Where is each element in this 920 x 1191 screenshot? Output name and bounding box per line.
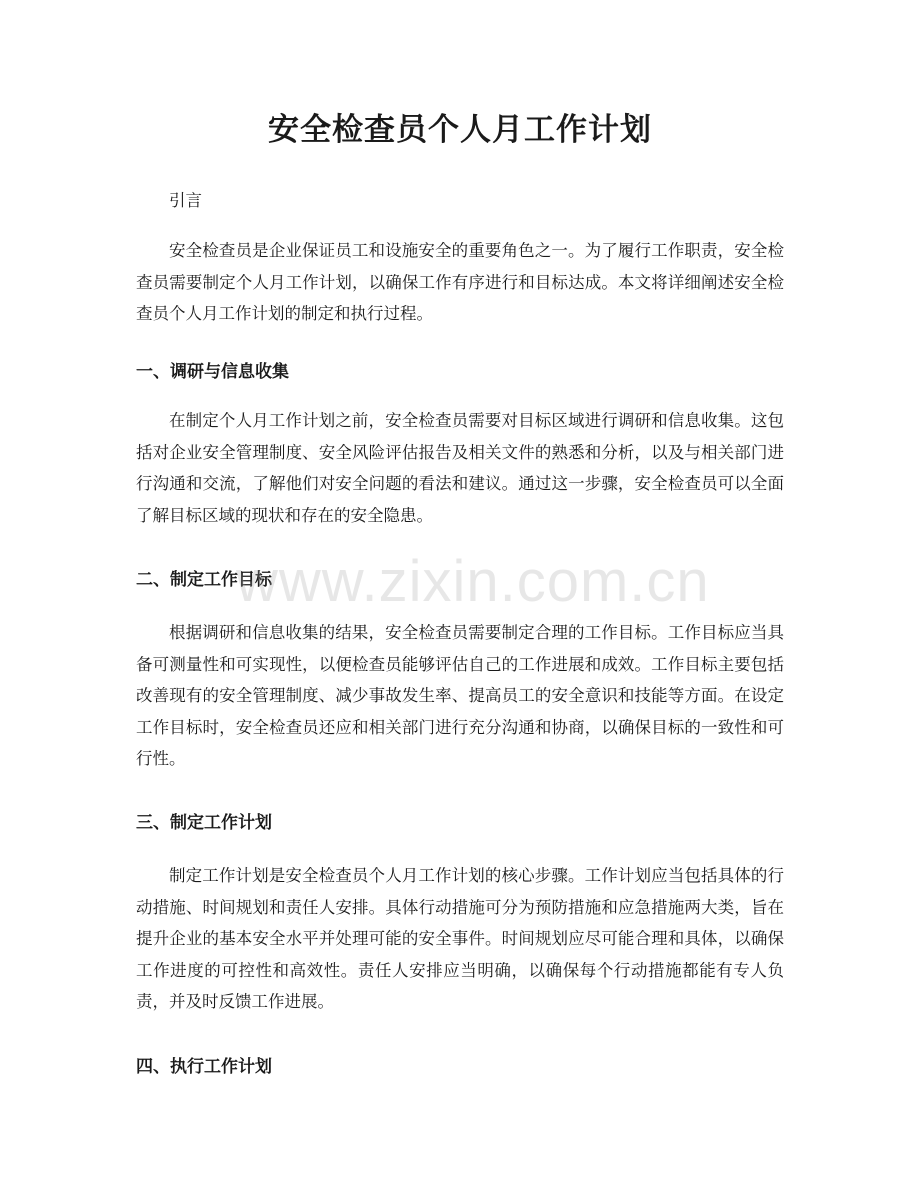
section-paragraph-3: 制定工作计划是安全检查员个人月工作计划的核心步骤。工作计划应当包括具体的行动措施、时间规划和责任人安排。具体行动措施可分为预防措施和应急措施两大类，旨在提升企业的基本安全水平并处理可能的安全事件。时间规划应尽可能合理和具体，以确保工作进度的可控性和高效性。责任人安排应当明确，以确保每个行动措施都能有专人负责，并及时反馈工作进展。 (136, 866, 784, 1011)
section-heading-3: 三、制定工作计划 (136, 813, 272, 833)
section-paragraph-2: 根据调研和信息收集的结果，安全检查员需要制定合理的工作目标。工作目标应当具备可测量性和可实现性，以便检查员能够评估自己的工作进展和成效。工作目标主要包括改善现有的安全管理制度、减少事故发生率、提高员工的安全意识和技能等方面。在设定工作目标时，安全检查员还应和相关部门进行充分沟通和协商，以确保目标的一致性和可行性。 (136, 623, 784, 768)
section-heading-2: 二、制定工作目标 (136, 570, 272, 590)
intro-label: 引言 (169, 191, 202, 210)
section-heading-1: 一、调研与信息收集 (136, 362, 289, 382)
watermark: www.zixin.com.cn (236, 549, 710, 614)
intro-paragraph: 安全检查员是企业保证员工和设施安全的重要角色之一。为了履行工作职责，安全检查员需要制定个人月工作计划，以确保工作有序进行和目标达成。本文将详细阐述安全检查员个人月工作计划的制定和执行过程。 (136, 241, 784, 323)
section-heading-4: 四、执行工作计划 (136, 1057, 272, 1077)
section-paragraph-1: 在制定个人月工作计划之前，安全检查员需要对目标区域进行调研和信息收集。这包括对企业安全管理制度、安全风险评估报告及相关文件的熟悉和分析，以及与相关部门进行沟通和交流，了解他们对安全问题的看法和建议。通过这一步骤，安全检查员可以全面了解目标区域的现状和存在的安全隐患。 (136, 411, 784, 525)
document-title: 安全检查员个人月工作计划 (268, 112, 652, 148)
